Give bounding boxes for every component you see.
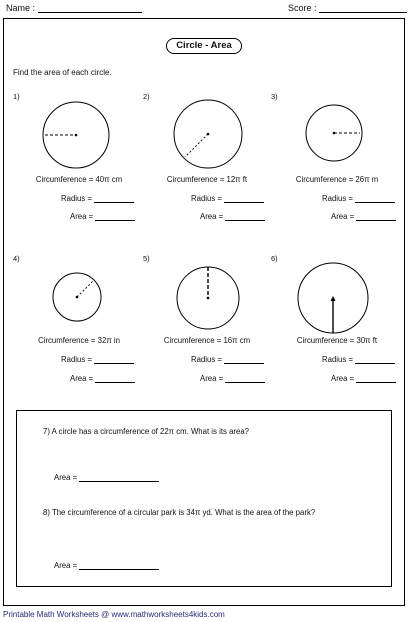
problem-number: 5) — [143, 254, 150, 263]
word-problem-7: 7) A circle has a circumference of 22π cm. What is its area? — [43, 427, 250, 436]
name-field[interactable] — [6, 2, 142, 13]
radius-field[interactable] — [322, 193, 395, 203]
answer-line[interactable] — [79, 472, 159, 482]
name-line[interactable] — [38, 2, 142, 13]
problem-number: 2) — [143, 92, 150, 101]
answer-line[interactable] — [95, 373, 135, 383]
area-label: Area = — [54, 561, 78, 570]
radius-label: Radius = — [191, 194, 222, 203]
area-field[interactable] — [200, 211, 265, 221]
circumference-text: Circumference = 26π m — [295, 175, 379, 184]
problem-number: 1) — [13, 92, 20, 101]
area-field[interactable] — [54, 560, 159, 570]
answer-line[interactable] — [355, 354, 395, 364]
area-field[interactable] — [70, 211, 135, 221]
radius-field[interactable] — [61, 193, 134, 203]
area-label: Area = — [331, 374, 355, 383]
radius-field[interactable] — [191, 193, 264, 203]
radius-label: Radius = — [191, 355, 222, 364]
radius-field[interactable] — [191, 354, 264, 364]
answer-line[interactable] — [95, 211, 135, 221]
radius-label: Radius = — [322, 194, 353, 203]
area-label: Area = — [70, 212, 94, 221]
area-label: Area = — [200, 212, 224, 221]
circumference-text: Circumference = 40π cm — [35, 175, 123, 184]
problem-number: 6) — [271, 254, 278, 263]
circle-figure-4 — [52, 272, 102, 322]
area-field[interactable] — [54, 472, 159, 482]
circumference-text: Circumference = 30π ft — [296, 336, 378, 345]
radius-field[interactable] — [61, 354, 134, 364]
answer-line[interactable] — [224, 354, 264, 364]
answer-line[interactable] — [356, 211, 396, 221]
answer-line[interactable] — [224, 193, 264, 203]
circle-figure-6 — [297, 262, 369, 334]
circumference-text: Circumference = 32π in — [38, 336, 120, 345]
area-label: Area = — [200, 374, 224, 383]
circle-figure-2 — [173, 99, 243, 169]
problem-number: 4) — [13, 254, 20, 263]
answer-line[interactable] — [225, 211, 265, 221]
name-label: Name : — [6, 3, 36, 13]
radius-label: Radius = — [322, 355, 353, 364]
answer-line[interactable] — [355, 193, 395, 203]
area-field[interactable] — [331, 211, 396, 221]
circumference-text: Circumference = 12π ft — [166, 175, 248, 184]
worksheet-title: Circle - Area — [166, 38, 242, 54]
score-line[interactable] — [319, 2, 407, 13]
answer-line[interactable] — [94, 354, 134, 364]
score-label: Score : — [288, 3, 317, 13]
instructions: Find the area of each circle. — [13, 68, 112, 77]
area-label: Area = — [54, 473, 78, 482]
area-label: Area = — [331, 212, 355, 221]
circle-figure-3 — [305, 104, 363, 162]
area-field[interactable] — [331, 373, 396, 383]
problem-number: 3) — [271, 92, 278, 101]
answer-line[interactable] — [79, 560, 159, 570]
circumference-text: Circumference = 16π cm — [163, 336, 251, 345]
score-field[interactable] — [288, 2, 407, 13]
area-field[interactable] — [200, 373, 265, 383]
radius-label: Radius = — [61, 355, 92, 364]
answer-line[interactable] — [356, 373, 396, 383]
answer-line[interactable] — [225, 373, 265, 383]
radius-label: Radius = — [61, 194, 92, 203]
area-label: Area = — [70, 374, 94, 383]
area-field[interactable] — [70, 373, 135, 383]
circle-figure-5 — [176, 266, 240, 330]
answer-line[interactable] — [94, 193, 134, 203]
radius-field[interactable] — [322, 354, 395, 364]
footer-credit: Printable Math Worksheets @ www.mathworksheets4kids.com — [3, 610, 225, 619]
word-problem-8: 8) The circumference of a circular park is 34π yd. What is the area of the park? — [43, 508, 316, 517]
circle-figure-1 — [42, 101, 110, 169]
